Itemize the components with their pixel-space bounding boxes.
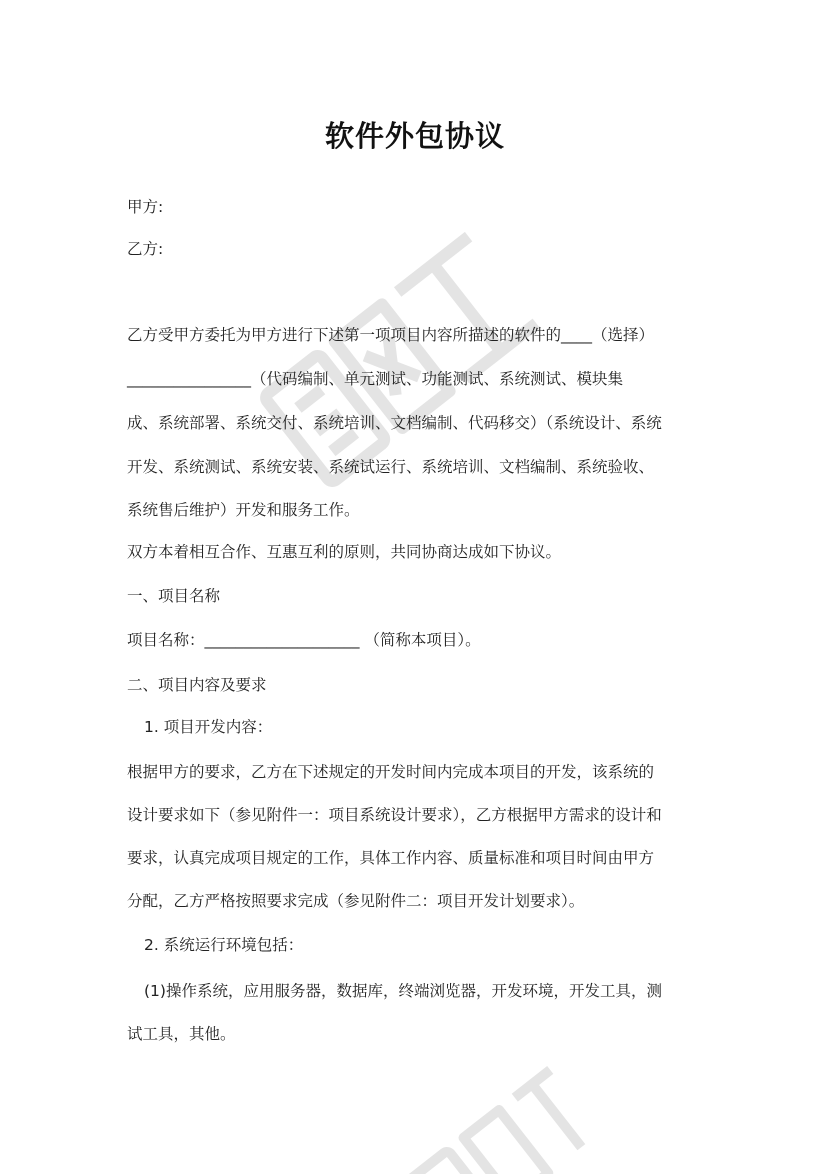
intro-line-1: 乙方受甲方委托为甲方进行下述第一项项目内容所描述的软件的____（选择） bbox=[127, 326, 655, 344]
party-a-label: 甲方: bbox=[127, 198, 164, 216]
intro-line-5: 系统售后维护）开发和服务工作。 bbox=[127, 501, 360, 519]
section2-heading: 二、项目内容及要求 bbox=[127, 676, 267, 694]
item1-heading: 1. 项目开发内容： bbox=[144, 718, 273, 736]
intro-line-2: ________________（代码编制、单元测试、功能测试、系统测试、模块集 bbox=[127, 370, 624, 388]
item1-line-3: 要求，认真完成项目规定的工作，具体工作内容、质量标准和项目时间由甲方 bbox=[127, 849, 655, 867]
party-b-label: 乙方: bbox=[127, 240, 164, 258]
section1-heading: 一、项目名称 bbox=[127, 587, 221, 605]
watermark-logo-icon bbox=[223, 193, 576, 527]
intro-line-3: 成、系统部署、系统交付、系统培训、文档编制、代码移交）（系统设计、系统 bbox=[127, 414, 662, 432]
watermark-logo-bottom-icon bbox=[384, 1051, 615, 1174]
item1-line-1: 根据甲方的要求，乙方在下述规定的开发时间内完成本项目的开发，该系统的 bbox=[127, 763, 655, 781]
item2-line-2: 试工具，其他。 bbox=[127, 1025, 236, 1043]
document-title: 软件外包协议 bbox=[324, 119, 505, 153]
item2-heading: 2. 系统运行环境包括： bbox=[144, 936, 304, 954]
project-name-line: 项目名称：____________________ （简称本项目）。 bbox=[127, 631, 481, 649]
agreement-line: 双方本着相互合作、互惠互利的原则，共同协商达成如下协议。 bbox=[127, 543, 562, 561]
item2-line-1: (1)操作系统，应用服务器，数据库，终端浏览器，开发环境，开发工具，测 bbox=[144, 982, 662, 1000]
intro-line-4: 开发、系统测试、系统安装、系统试运行、系统培训、文档编制、系统验收、 bbox=[127, 458, 655, 476]
item1-line-2: 设计要求如下（参见附件一：项目系统设计要求），乙方根据甲方需求的设计和 bbox=[127, 806, 662, 824]
item1-line-4: 分配，乙方严格按照要求完成（参见附件二：项目开发计划要求）。 bbox=[127, 892, 585, 910]
